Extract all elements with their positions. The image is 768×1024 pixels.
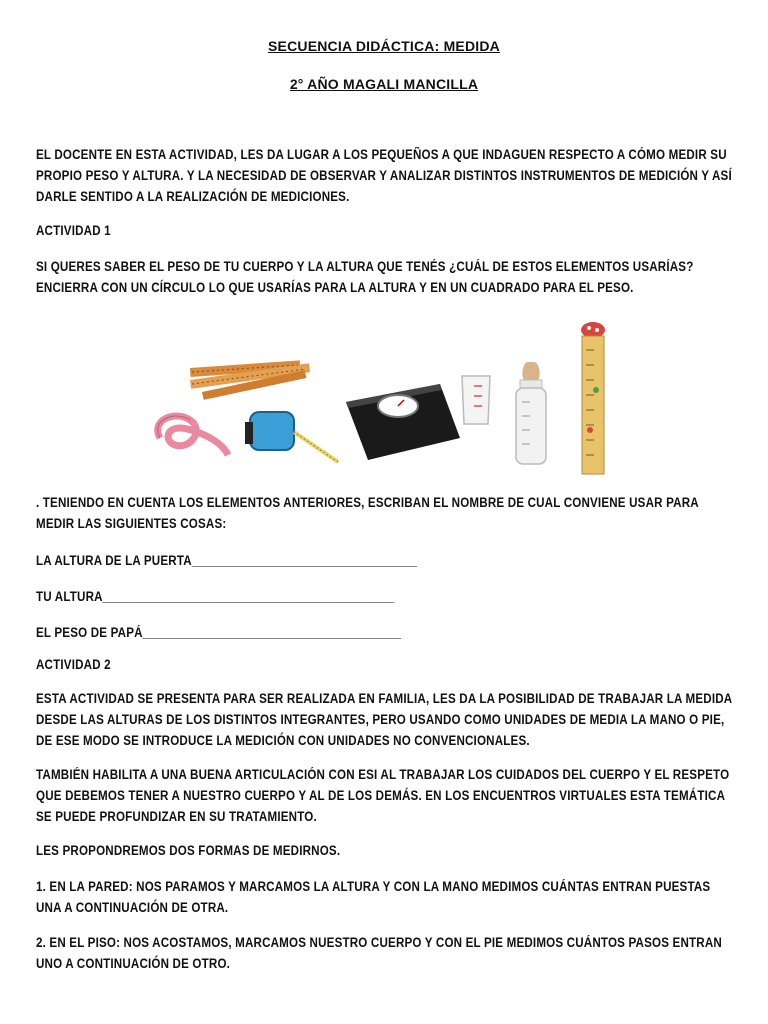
answer-line-door: LA ALTURA DE LA PUERTA__________________________________ <box>36 553 418 568</box>
measuring-tape-icon <box>158 416 228 455</box>
document-title: SECUENCIA DIDÁCTICA: MEDIDA <box>268 38 500 54</box>
activity2-paragraph3: LES PROPONDREMOS DOS FORMAS DE MEDIRNOS. <box>36 843 341 858</box>
question2-text: . TENIENDO EN CUENTA LOS ELEMENTOS ANTERIORES, ESCRIBAN EL NOMBRE DE CUAL CONVIENE USAR PARA MEDIR LAS SIGUIENTES COSAS: <box>36 495 699 531</box>
bathroom-scale-icon <box>346 384 460 460</box>
measuring-instruments-illustration <box>150 320 620 480</box>
activity1-heading: ACTIVIDAD 1 <box>36 223 111 238</box>
method-item-floor: 2. EN EL PISO: NOS ACOSTAMOS, MARCAMOS NUESTRO CUERPO Y CON EL PIE MEDIMOS CUÁNTOS PASOS ENTRAN UNO A CONTINUACIÓN DE OTRO. <box>36 935 722 971</box>
answer-line-height: TU ALTURA____________________________________________ <box>36 589 395 604</box>
intro-paragraph: EL DOCENTE EN ESTA ACTIVIDAD, LES DA LUGAR A LOS PEQUEÑOS A QUE INDAGUEN RESPECTO A CÓMO MEDIR SU PROPIO PESO Y ALTURA. Y LA NECESIDAD DE OBSERVAR Y ANALIZAR DISTINTOS INSTRUMENTOS DE MEDICIÓN Y ASÍ DARLE SENTIDO A LA REALIZACIÓN DE MEDICIONES. <box>36 147 732 204</box>
answer-line-dad-weight: EL PESO DE PAPÁ_______________________________________ <box>36 625 402 640</box>
baby-bottle-icon <box>516 362 546 464</box>
tape-measure-icon <box>245 412 338 462</box>
measuring-cup-icon <box>462 376 490 424</box>
method-item-wall: 1. EN LA PARED: NOS PARAMOS Y MARCAMOS LA ALTURA Y CON LA MANO MEDIMOS CUÁNTAS ENTRAN PUESTAS UNA A CONTINUACIÓN DE OTRA. <box>36 879 711 915</box>
folding-ruler-icon <box>190 360 310 399</box>
activity2-heading: ACTIVIDAD 2 <box>36 657 111 672</box>
activity1-text: SI QUERES SABER EL PESO DE TU CUERPO Y LA ALTURA QUE TENÉS ¿CUÁL DE ESTOS ELEMENTOS USARÍAS? ENCIERRA CON UN CÍRCULO LO QUE USARÍAS PARA LA ALTURA Y EN UN CUADRADO PARA EL PESO. <box>36 259 694 295</box>
activity2-paragraph2: TAMBIÉN HABILITA A UNA BUENA ARTICULACIÓN CON ESI AL TRABAJAR LOS CUIDADOS DEL CUERPO Y EL RESPETO QUE DEBEMOS TENER A NUESTRO CUERPO Y AL DE LOS DEMÁS. EN LOS ENCUENTROS VIRTUALES ESTA TEMÁTICA SE PUEDE PROFUNDIZAR EN SU TRATAMIENTO. <box>36 767 730 824</box>
activity2-paragraph1: ESTA ACTIVIDAD SE PRESENTA PARA SER REALIZADA EN FAMILIA, LES DA LA POSIBILIDAD DE TRABAJAR LA MEDIDA DESDE LAS ALTURAS DE LOS DISTINTOS INTEGRANTES, PERO USANDO COMO UNIDADES DE MEDIA LA MANO O PIE, DE ESE MODO SE INTRODUCE LA MEDICIÓN CON UNIDADES NO CONVENCIONALES. <box>36 691 732 748</box>
document-subtitle: 2° AÑO MAGALI MANCILLA <box>289 76 479 92</box>
height-chart-icon <box>581 322 605 474</box>
